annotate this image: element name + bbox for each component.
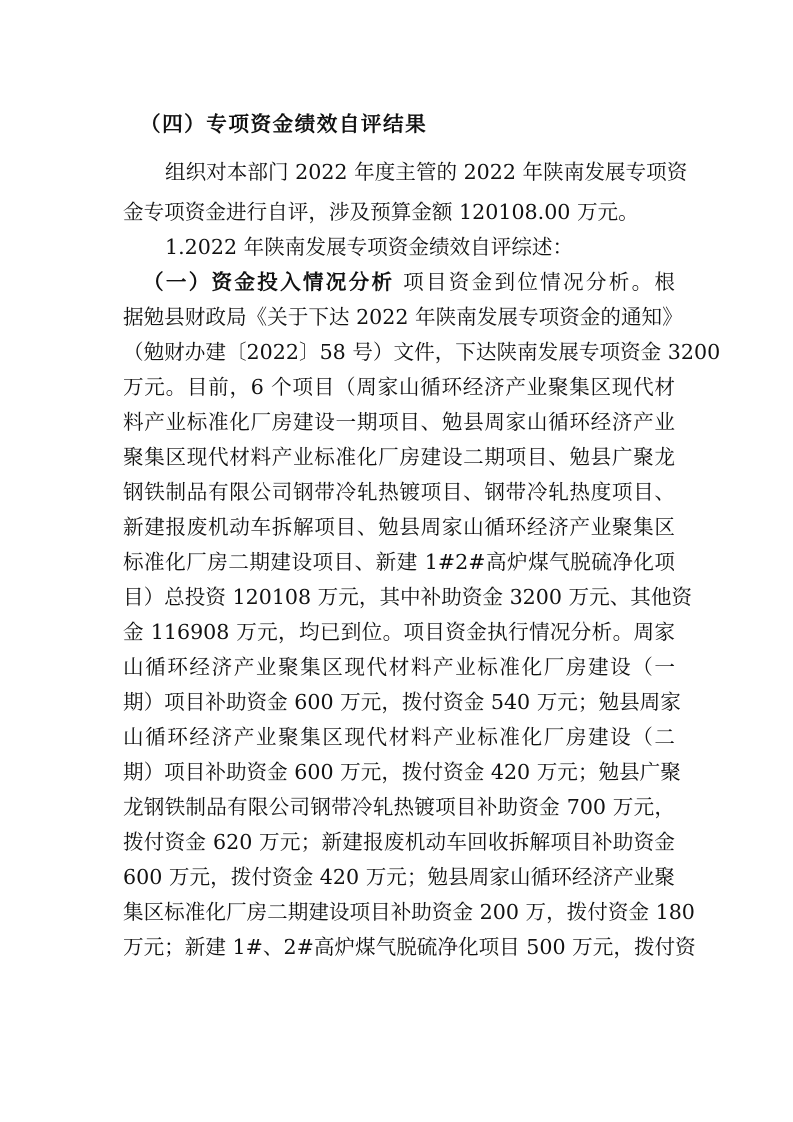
body-line: 期）项目补助资金 600 万元，拨付资金 420 万元；勉县广聚: [123, 760, 681, 784]
body-line: 龙钢铁制品有限公司钢带冷轧热镀项目补助资金 700 万元，: [123, 795, 675, 819]
body-line: 万元。目前，6 个项目（周家山循环经济产业聚集区现代材: [123, 375, 675, 399]
subsection-title: （一）资金投入情况分析: [143, 270, 395, 294]
subsection-lead-text: 项目资金到位情况分析。根: [394, 270, 676, 294]
paragraph-line: 金专项资金进行自评，涉及预算金额 120108.00 万元。: [123, 200, 639, 224]
body-line: 拨付资金 620 万元；新建报废机动车回收拆解项目补助资金: [123, 830, 675, 854]
body-line: 山循环经济产业聚集区现代材料产业标准化厂房建设（二: [123, 725, 675, 749]
body-line: 目）总投资 120108 万元，其中补助资金 3200 万元、其他资: [123, 585, 693, 609]
body-line: 万元；新建 1#、2#高炉煤气脱硫净化项目 500 万元，拨付资: [123, 935, 696, 959]
body-line: 600 万元，拨付资金 420 万元；勉县周家山循环经济产业聚: [123, 865, 675, 889]
body-line: 标准化厂房二期建设项目、新建 1#2#高炉煤气脱硫净化项: [123, 550, 675, 574]
subsection-lead-line: [143, 262, 675, 302]
body-line: 聚集区现代材料产业标准化厂房建设二期项目、勉县广聚龙: [123, 445, 675, 469]
body-line: 金 116908 万元，均已到位。项目资金执行情况分析。周家: [123, 620, 675, 644]
section-heading: （四）专项资金绩效自评结果: [140, 112, 428, 136]
numbered-item: 1.2022 年陕南发展专项资金绩效自评综述：: [165, 235, 574, 259]
body-line: 新建报废机动车拆解项目、勉县周家山循环经济产业聚集区: [123, 515, 675, 539]
body-line: 山循环经济产业聚集区现代材料产业标准化厂房建设（一: [123, 655, 675, 679]
paragraph-line: 组织对本部门 2022 年度主管的 2022 年陕南发展专项资: [165, 160, 688, 184]
body-line: 料产业标准化厂房建设一期项目、勉县周家山循环经济产业: [123, 410, 675, 434]
body-line: 集区标准化厂房二期建设项目补助资金 200 万，拨付资金 180: [123, 900, 695, 924]
body-line: 期）项目补助资金 600 万元，拨付资金 540 万元；勉县周家: [123, 690, 681, 714]
body-line: 据勉县财政局《关于下达 2022 年陕南发展专项资金的通知》: [123, 305, 683, 329]
body-line: （勉财办建〔2022〕58 号）文件，下达陕南发展专项资金 3200: [123, 340, 721, 364]
body-line: 钢铁制品有限公司钢带冷轧热镀项目、钢带冷轧热度项目、: [123, 480, 675, 504]
